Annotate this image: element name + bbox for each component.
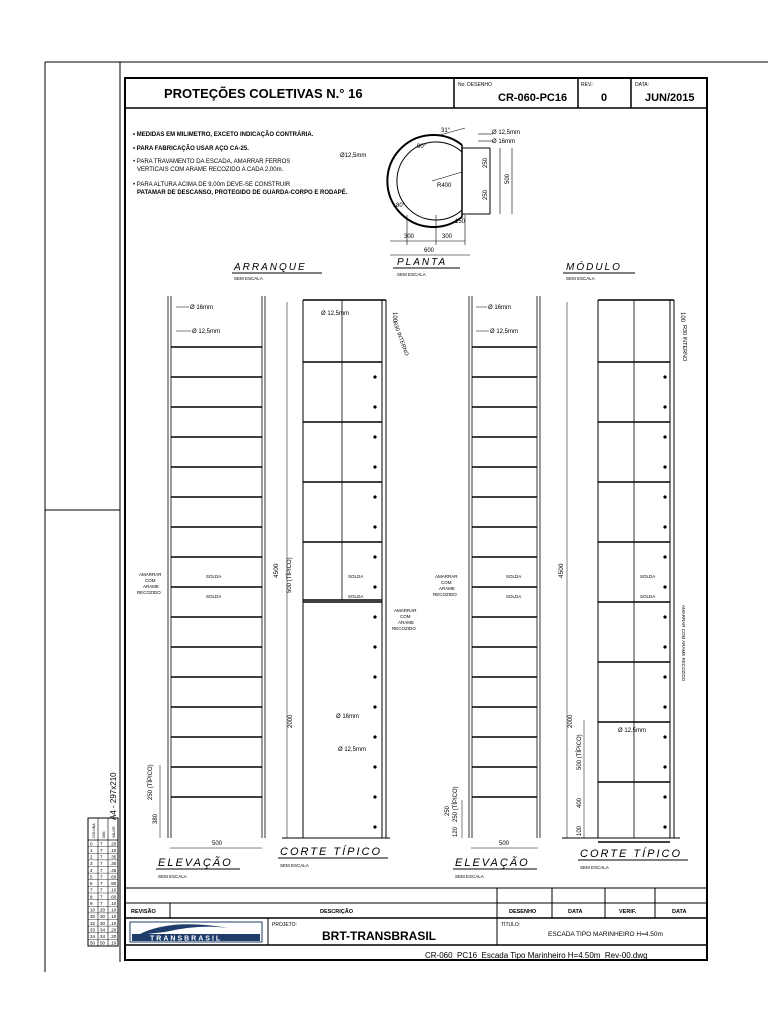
plan-dim: 600 (424, 248, 435, 254)
title-label: TÍTULO: (501, 922, 521, 928)
side-table-cell: 34 (100, 934, 106, 940)
tie-label: AMARRAR (394, 608, 417, 613)
weld-label: SOLDA (640, 574, 656, 579)
side-table-cell: .60 (110, 894, 117, 900)
title-corte: CORTE TÍPICO (280, 846, 383, 858)
plan-dim: 300 (442, 234, 453, 240)
dim-500: 500 (499, 841, 510, 847)
arranque-elevation-labels (137, 305, 262, 879)
dim-250-tipico: 250 (TÍPICO) (453, 786, 459, 822)
sheet-title: PROTEÇÕES COLETIVAS N.° 16 (164, 86, 363, 101)
side-table-cell: 7 (100, 854, 103, 860)
rung-section-dot (373, 585, 376, 588)
dim-4500: 4500 (558, 563, 565, 578)
radius-label: R30 INTERNO (391, 320, 410, 357)
radius-label: R30 INTERNO (681, 325, 687, 362)
rung-section-dot (663, 585, 666, 588)
bar-label: Ø 12,5mm (490, 329, 519, 335)
logo-text: TRANSBRASIL (150, 935, 223, 943)
tie-label: RECOZIDO (392, 626, 416, 631)
tie-label: RECOZIDO (137, 590, 161, 595)
modulo-section-labels (558, 312, 688, 870)
rung-section-dot (373, 705, 376, 708)
side-table-cell: 7 (100, 847, 103, 853)
note-line: • PARA ALTURA ACIMA DE 9,00m DEVE-SE CONSTRUIR (133, 182, 291, 188)
project-label: PROJETO: (272, 922, 297, 928)
plan-dim: 500 (505, 173, 511, 184)
plan-dim: 80° (396, 203, 406, 209)
bar-label: Ø 16mm (190, 305, 214, 311)
side-table-cell: 50 (90, 940, 96, 946)
side-table-cell: 4 (90, 867, 93, 873)
side-table-cell: .35 (110, 854, 117, 860)
dim-2000: 2000 (288, 714, 294, 728)
side-table-cell: 7 (100, 861, 103, 867)
dim-120: 120 (453, 826, 459, 837)
plan-dimensions (340, 128, 520, 254)
rung-section-dot (663, 795, 666, 798)
title-modulo: MÓDULO (566, 262, 622, 273)
revision-value: 0 (601, 92, 608, 104)
drawing-number: CR-060-PC16 (498, 92, 568, 104)
rung-section-dot (663, 825, 666, 828)
title-planta: PLANTA (397, 257, 448, 268)
scale-note: SEM ESCALA (280, 863, 309, 868)
side-table-cell: .80 (110, 881, 117, 887)
side-table-cell: 5 (90, 874, 93, 880)
side-table-cell: 7 (100, 874, 103, 880)
bar-label: Ø 12,5mm (338, 747, 367, 753)
side-table-cell: .10 (110, 900, 117, 906)
rung-section-dot (663, 555, 666, 558)
side-table-cell: .10 (110, 887, 117, 893)
side-table (88, 818, 118, 946)
dim-500: 500 (212, 841, 223, 847)
tie-label: COM (441, 580, 452, 585)
date-label: DATA: (635, 82, 649, 88)
tie-label: ARAME (398, 620, 415, 625)
dim-400: 400 (577, 797, 583, 808)
weld-label: SOLDA (206, 594, 222, 599)
dim-250: 250 (445, 805, 451, 816)
col-revisao: REVISÃO (131, 909, 156, 915)
plan-dim: Ø 16mm (492, 139, 516, 145)
bar-label: Ø 16mm (488, 305, 512, 311)
rung-section-dot (663, 645, 666, 648)
revision-table-header (131, 908, 686, 915)
plan-dim: Ø 12,5mm (492, 130, 521, 136)
rung-section-dot (373, 795, 376, 798)
title-corte: CORTE TÍPICO (580, 848, 683, 860)
rung-section-dot (373, 825, 376, 828)
rung-section-dot (663, 405, 666, 408)
file-name: CR-060_PC16_Escada Tipo Marinheiro H=4.50m_Rev-00.dwg (425, 951, 648, 960)
rung-section-dot (663, 495, 666, 498)
rung-section-dot (663, 525, 666, 528)
tie-label: COM (145, 578, 156, 583)
title-arranque: ARRANQUE (234, 262, 307, 273)
bar-label: Ø 12,5mm (192, 329, 221, 335)
dim-4500: 4500 (273, 563, 280, 578)
sheet-format: A4 - 297x210 (109, 772, 118, 820)
weld-label: SOLDA (640, 594, 656, 599)
side-table-cell: 34 (90, 934, 96, 940)
drawing-frame (125, 78, 707, 960)
title-elevacao: ELEVAÇÃO (455, 857, 530, 869)
general-notes (133, 131, 348, 196)
side-table-cell: .10 (110, 907, 117, 913)
side-table-cell: 7 (100, 900, 103, 906)
side-table-cell: .20 (110, 927, 117, 933)
col-data2: DATA (672, 909, 687, 915)
side-table-cell: 30 (100, 920, 106, 926)
bar-label: Ø 16mm (336, 714, 360, 720)
tie-label: RECOZIDO (433, 592, 457, 597)
note-line: PATAMAR DE DESCANSO, PROTEGIDO DE GUARDA-CORPO E RODAPÉ. (137, 190, 348, 196)
side-table-cell: .20 (110, 841, 117, 847)
side-table-cell: 3 (90, 861, 93, 867)
drawing-number-label: No. DESENHO (458, 82, 492, 88)
tie-label: ARAME (439, 586, 456, 591)
weld-label: SOLDA (348, 594, 364, 599)
rung-section-dot (373, 615, 376, 618)
rung-section-dot (663, 735, 666, 738)
side-table-cell: 7 (100, 887, 103, 893)
arranque-section-labels (273, 311, 417, 868)
dim-250-tipico: 250 (TÍPICO) (148, 764, 154, 800)
rung-section-dot (373, 645, 376, 648)
side-table-cell: .60 (110, 874, 117, 880)
rung-section-dot (663, 465, 666, 468)
rung-section-dot (373, 735, 376, 738)
project-name: BRT-TRANSBRASIL (322, 929, 436, 943)
scale-note: SEM ESCALA (455, 874, 484, 879)
rung-section-dot (373, 375, 376, 378)
side-table-header: COLUNA (92, 823, 96, 838)
weld-label: SOLDA (506, 574, 522, 579)
side-table-cell: 7 (90, 887, 93, 893)
arranque-elevation (168, 296, 265, 838)
side-table-cell: 20 (100, 907, 106, 913)
col-verif: VERIF. (619, 909, 637, 915)
arranque-section (282, 300, 390, 838)
tie-label: AMARRAR (139, 572, 162, 577)
rung-section-dot (373, 405, 376, 408)
title-block (125, 78, 707, 108)
dim-380: 380 (153, 813, 159, 824)
bar-label: Ø 12,5mm (321, 311, 350, 317)
dim-2000: 2000 (568, 714, 574, 728)
side-table-cell: .30 (110, 861, 117, 867)
rung-section-dot (373, 435, 376, 438)
rung-section-dot (373, 525, 376, 528)
plan-dim: 150 (455, 219, 466, 225)
tie-label-vertical: AMARRAR COM ARAME RECOZIDO (681, 605, 686, 682)
scale-note: SEM ESCALA (580, 865, 609, 870)
bar-label: Ø 12,5mm (618, 728, 647, 734)
side-table-cell: 33 (90, 927, 96, 933)
plan-dim: R400 (437, 183, 452, 189)
side-table-cell: .20 (110, 934, 117, 940)
side-table-cell: 2 (90, 854, 93, 860)
tie-label: COM (400, 614, 411, 619)
side-table-cell: 8 (90, 894, 93, 900)
scale-note: SEM ESCALA (397, 272, 426, 277)
plan-dim: 250 (483, 157, 489, 168)
side-table-cell: .10 (110, 847, 117, 853)
modulo-elevation-labels (433, 305, 538, 879)
side-table-cell: 7 (100, 894, 103, 900)
dim-500-tipico: 500 (TÍPICO) (287, 557, 293, 593)
side-table-cell: 6 (90, 881, 93, 887)
side-table-cell: .10 (110, 920, 117, 926)
plan-dim: 31° (441, 128, 451, 134)
side-table-cell: 34 (100, 927, 106, 933)
plan-dim: 250 (483, 189, 489, 200)
note-line: VERTICAIS COM ARAME RECOZIDO A CADA 2,00m. (137, 167, 284, 173)
side-table-cell: 30 (90, 914, 96, 920)
revision-label: REV.: (581, 82, 594, 88)
dim-500-tipico: 500 (TÍPICO) (577, 734, 583, 770)
tie-label: AMARRAR (435, 574, 458, 579)
side-table-header: DIM. (102, 830, 106, 838)
side-table-cell: 32 (90, 920, 96, 926)
note-line: • MEDIDAS EM MILIMETRO, EXCETO INDICAÇÃO CONTRÁRIA. (133, 132, 314, 138)
rung-section-dot (663, 765, 666, 768)
rung-section-dot (663, 435, 666, 438)
note-line: • PARA FABRICAÇÃO USAR AÇO CA-25. (133, 146, 249, 152)
scale-note: SEM ESCALA (158, 874, 187, 879)
plan-dim: Ø12,5mm (340, 153, 367, 159)
weld-label: SOLDA (206, 574, 222, 579)
side-table-cell: 7 (100, 841, 103, 847)
side-table-cell: 50 (100, 940, 106, 946)
plan-dim: 300 (404, 234, 415, 240)
side-table-cell: 7 (100, 867, 103, 873)
rung-section-dot (663, 615, 666, 618)
side-table-cell: .45 (110, 867, 117, 873)
side-table-cell: .10 (110, 914, 117, 920)
side-table-cell: 10 (90, 907, 96, 913)
view-titles (232, 257, 635, 281)
date-value: JUN/2015 (645, 92, 695, 104)
side-table-cell: 7 (100, 881, 103, 887)
rung-section-dot (663, 675, 666, 678)
scale-note: SEM ESCALA (566, 276, 595, 281)
modulo-elevation (469, 296, 540, 838)
rung-section-dot (373, 555, 376, 558)
rung-section-dot (663, 375, 666, 378)
dim-100: 100 (679, 312, 685, 323)
dim-100b: 100 (577, 825, 583, 836)
side-table-header: VALOR (112, 826, 116, 838)
weld-label: SOLDA (506, 594, 522, 599)
project-block (130, 921, 663, 943)
dim-100: 100 (391, 312, 397, 323)
tie-label: ARAME (143, 584, 160, 589)
side-table-cell: .10 (110, 940, 117, 946)
scale-note: SEM ESCALA (234, 276, 263, 281)
weld-label: SOLDA (348, 574, 364, 579)
rung-section-dot (663, 705, 666, 708)
rung-section-dot (373, 765, 376, 768)
side-table-cell: 1 (90, 847, 93, 853)
rung-section-dot (373, 675, 376, 678)
side-table-cell: 30 (100, 914, 106, 920)
rung-section-dot (373, 465, 376, 468)
rung-section-dot (373, 495, 376, 498)
note-line: • PARA TRAVAMENTO DA ESCADA, AMARRAR FERROS (133, 159, 291, 165)
col-desenho: DESENHO (509, 909, 537, 915)
drawing-title: ESCADA TIPO MARINHEIRO H=4.50m (548, 931, 663, 938)
plan-dim: 90° (417, 144, 427, 150)
title-elevacao: ELEVAÇÃO (158, 857, 233, 869)
col-data: DATA (568, 909, 583, 915)
side-table-cell: 0 (90, 841, 93, 847)
side-table-cell: 9 (90, 900, 93, 906)
col-descricao: DESCRIÇÃO (320, 909, 354, 915)
